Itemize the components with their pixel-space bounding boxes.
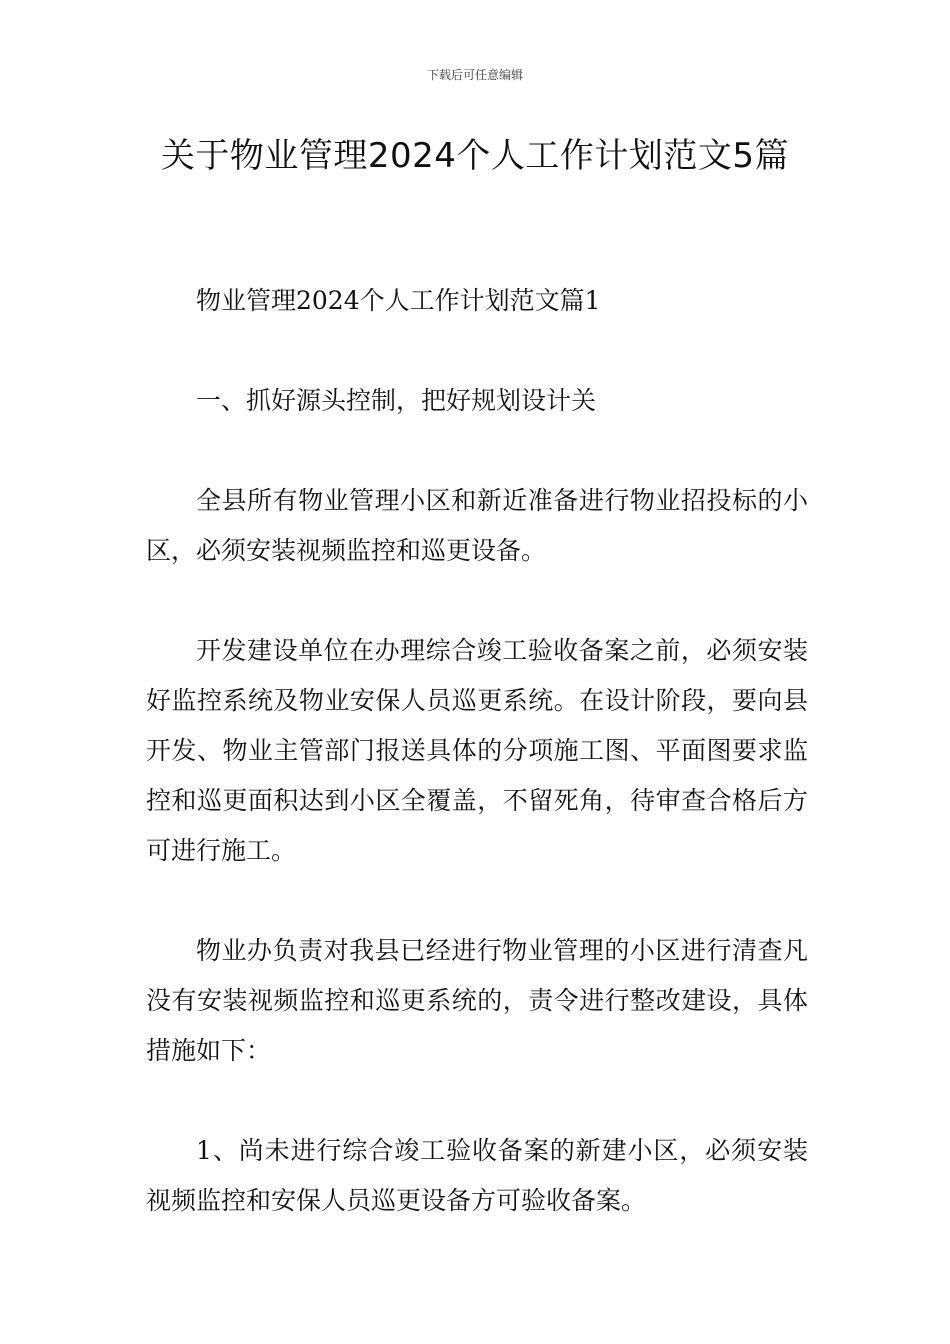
document-body	[146, 276, 808, 1276]
header-note: 下载后可任意编辑	[426, 68, 523, 82]
paragraph: 开发建设单位在办理综合竣工验收备案之前，必须安装好监控系统及物业安保人员巡更系统。在设计阶段，要向县开发、物业主管部门报送具体的分项施工图、平面图要求监控和巡更面积达到小区全覆盖，不留死角，待审查合格后方可进行施工。	[146, 636, 808, 865]
document-title: 关于物业管理2024个人工作计划范文5篇	[160, 136, 790, 176]
paragraph: 物业办负责对我县已经进行物业管理的小区进行清查凡没有安装视频监控和巡更系统的，责令进行整改建设，具体措施如下：	[146, 936, 808, 1065]
section-heading: 物业管理2024个人工作计划范文篇1	[196, 286, 601, 315]
subsection-heading: 一、抓好源头控制，把好规划设计关	[196, 386, 597, 415]
paragraph: 全县所有物业管理小区和新近准备进行物业招投标的小区，必须安装视频监控和巡更设备。	[146, 486, 808, 565]
list-item: 1、尚未进行综合竣工验收备案的新建小区，必须安装视频监控和安保人员巡更设备方可验收备案。	[146, 1136, 808, 1215]
